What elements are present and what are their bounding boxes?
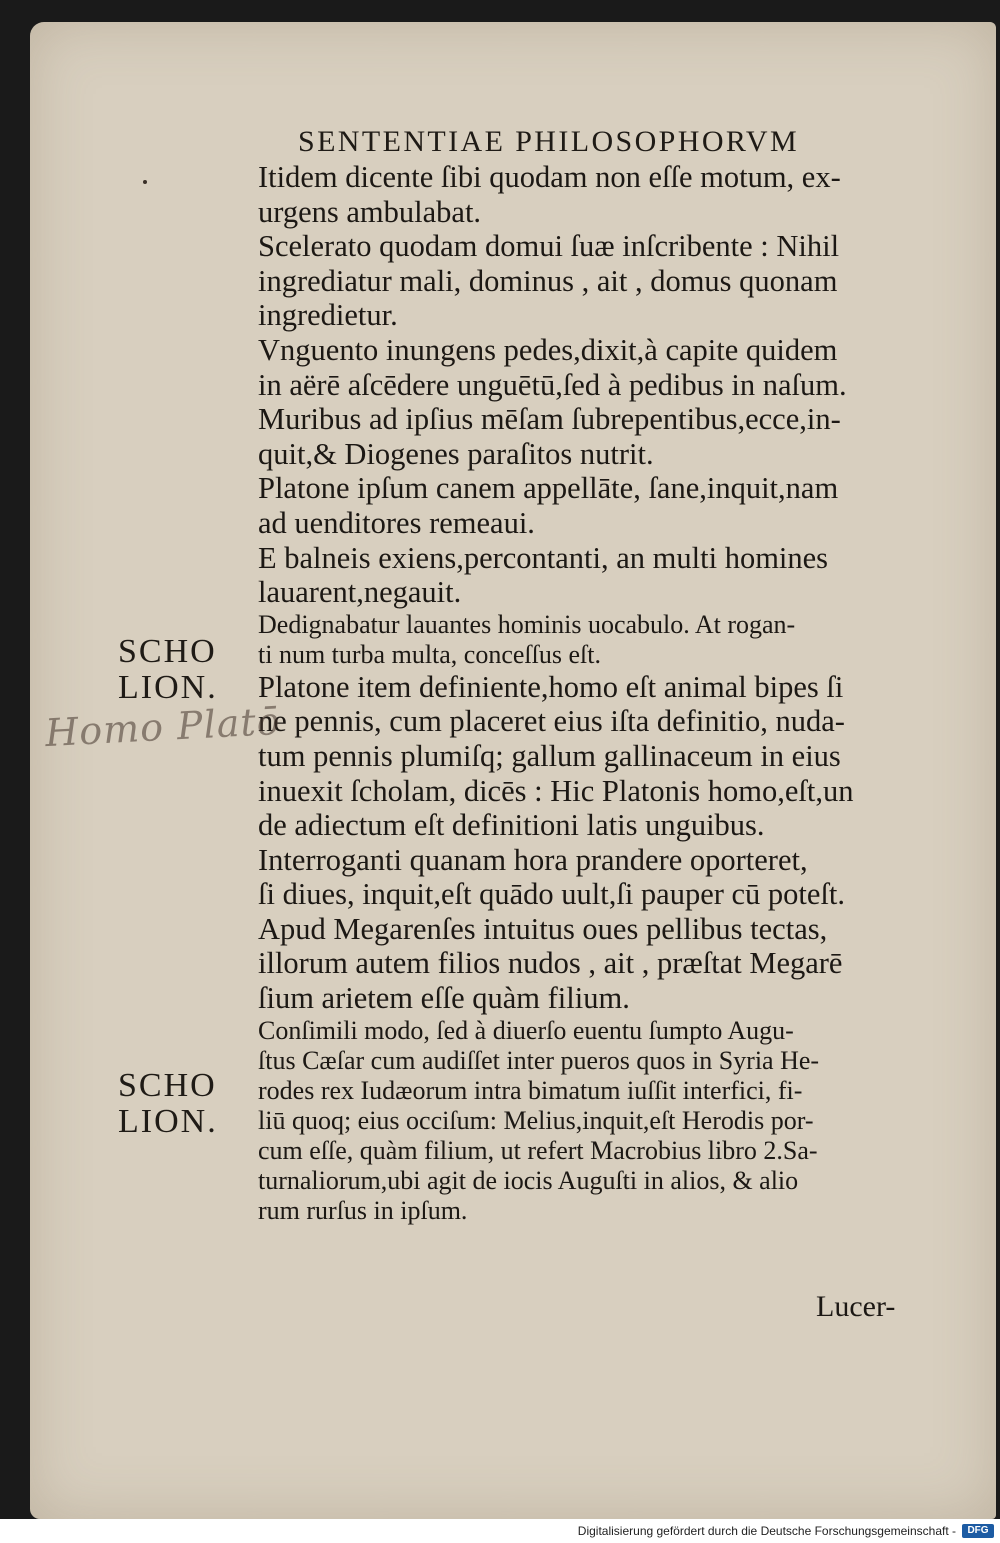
text-line: quit,& Diogenes paraſitos nutrit.: [258, 436, 654, 471]
paragraph: [258, 160, 918, 229]
scholion-1-text: [258, 610, 918, 670]
text-line: Muribus ad ipſius mēſam ſubrepentibus,ecce,in-: [258, 402, 841, 437]
text-line: Platone ipſum canem appellāte, ſane,inquit,nam: [258, 471, 839, 506]
paragraph: [258, 912, 918, 1016]
text-line: ſium arietem eſſe quàm filium.: [258, 981, 630, 1016]
scholion-line: ſtus Cæſar cum audiſſet inter pueros quos in Syria He-: [258, 1045, 820, 1075]
margin-label-line: LION.: [118, 669, 218, 706]
scholion-line: ti num turba multa, conceſſus eſt.: [258, 639, 601, 669]
text-line: ad uenditores remeaui.: [258, 505, 535, 540]
paragraph: [258, 471, 918, 540]
text-line: ne pennis, cum placeret eius iſta definitio, nuda-: [258, 704, 845, 739]
paragraph: [258, 333, 918, 402]
text-line: Vnguento inungens pedes,dixit,à capite quidem: [258, 332, 838, 367]
text-line: lauarent,negauit.: [258, 575, 462, 610]
text-line: illorum autem filios nudos , ait , præſtat Megarē: [258, 946, 843, 981]
text-line: Interroganti quanam hora prandere oporteret,: [258, 842, 808, 877]
scholion-line: cum eſſe, quàm filium, ut refert Macrobius libro 2.Sa-: [258, 1135, 818, 1165]
text-line: ingrediatur mali, dominus , ait , domus quonam: [258, 263, 838, 298]
dfg-logo-icon: DFG: [962, 1524, 994, 1538]
text-line: Apud Megarenſes intuitus oues pellibus tectas,: [258, 911, 828, 946]
paragraph: [258, 229, 918, 333]
paragraphs-group-1: [258, 160, 918, 610]
margin-label-line: LION.: [118, 1103, 218, 1140]
paragraph: [258, 541, 918, 610]
text-line: Scelerato quodam domui ſuæ inſcribente : Nihil: [258, 229, 840, 264]
scholion-line: rodes rex Iudæorum intra bimatum iuſſit interfici, fi-: [258, 1075, 803, 1105]
scholion-line: rum rurſus in ipſum.: [258, 1195, 468, 1225]
catchword: Lucer-: [816, 1290, 896, 1323]
text-line: de adiectum eſt definitioni latis unguibus.: [258, 808, 765, 843]
scholion-2-text: [258, 1016, 918, 1226]
scholion-2-margin-label: [118, 1068, 253, 1140]
text-line: tum pennis plumiſq; gallum gallinaceum in eius: [258, 738, 841, 773]
text-line: Platone item definiente,homo eſt animal bipes ſi: [258, 669, 844, 704]
text-line: E balneis exiens,percontanti, an multi homines: [258, 540, 829, 575]
running-head: SENTENTIAE PHILOSOPHORVM: [298, 125, 800, 158]
margin-label-line: SCHO: [118, 1067, 217, 1104]
text-line: Itidem dicente ſibi quodam non eſſe motum, ex-: [258, 160, 841, 194]
scholion-line: liū quoq; eius occiſum: Melius,inquit,eſt Herodis por-: [258, 1105, 814, 1135]
text-line: ſi diues, inquit,eſt quādo uult,ſi pauper cū poteſt.: [258, 877, 846, 912]
scholion-1-margin-label: [118, 634, 253, 706]
ink-dot: [143, 180, 147, 184]
footer-text: Digitalisierung gefördert durch die Deutsche Forschungsgemeinschaft -: [577, 1524, 956, 1538]
paragraph: [258, 843, 918, 912]
text-line: urgens ambulabat.: [258, 194, 482, 229]
scholion-line: turnaliorum,ubi agit de iocis Auguſti in alios, & alio: [258, 1165, 799, 1195]
paragraphs-group-2: [258, 670, 918, 1016]
paragraph: [258, 402, 918, 471]
text-line: inuexit ſcholam, dicēs : Hic Platonis homo,eſt,un: [258, 773, 854, 808]
scholion-line: Conſimili modo, ſed à diuerſo euentu ſumpto Augu-: [258, 1015, 794, 1045]
main-text-block: [258, 160, 918, 1226]
handwritten-margin-note: Homo Platō: [44, 698, 282, 756]
scholion-line: Dedignabatur lauantes hominis uocabulo. At rogan-: [258, 609, 796, 639]
digitization-footer: [0, 1519, 1000, 1543]
paragraph: [258, 670, 918, 843]
margin-label-line: SCHO: [118, 633, 217, 670]
text-line: in aërē aſcēdere unguētū,ſed à pedibus in naſum.: [258, 367, 847, 402]
text-line: ingredietur.: [258, 298, 398, 333]
